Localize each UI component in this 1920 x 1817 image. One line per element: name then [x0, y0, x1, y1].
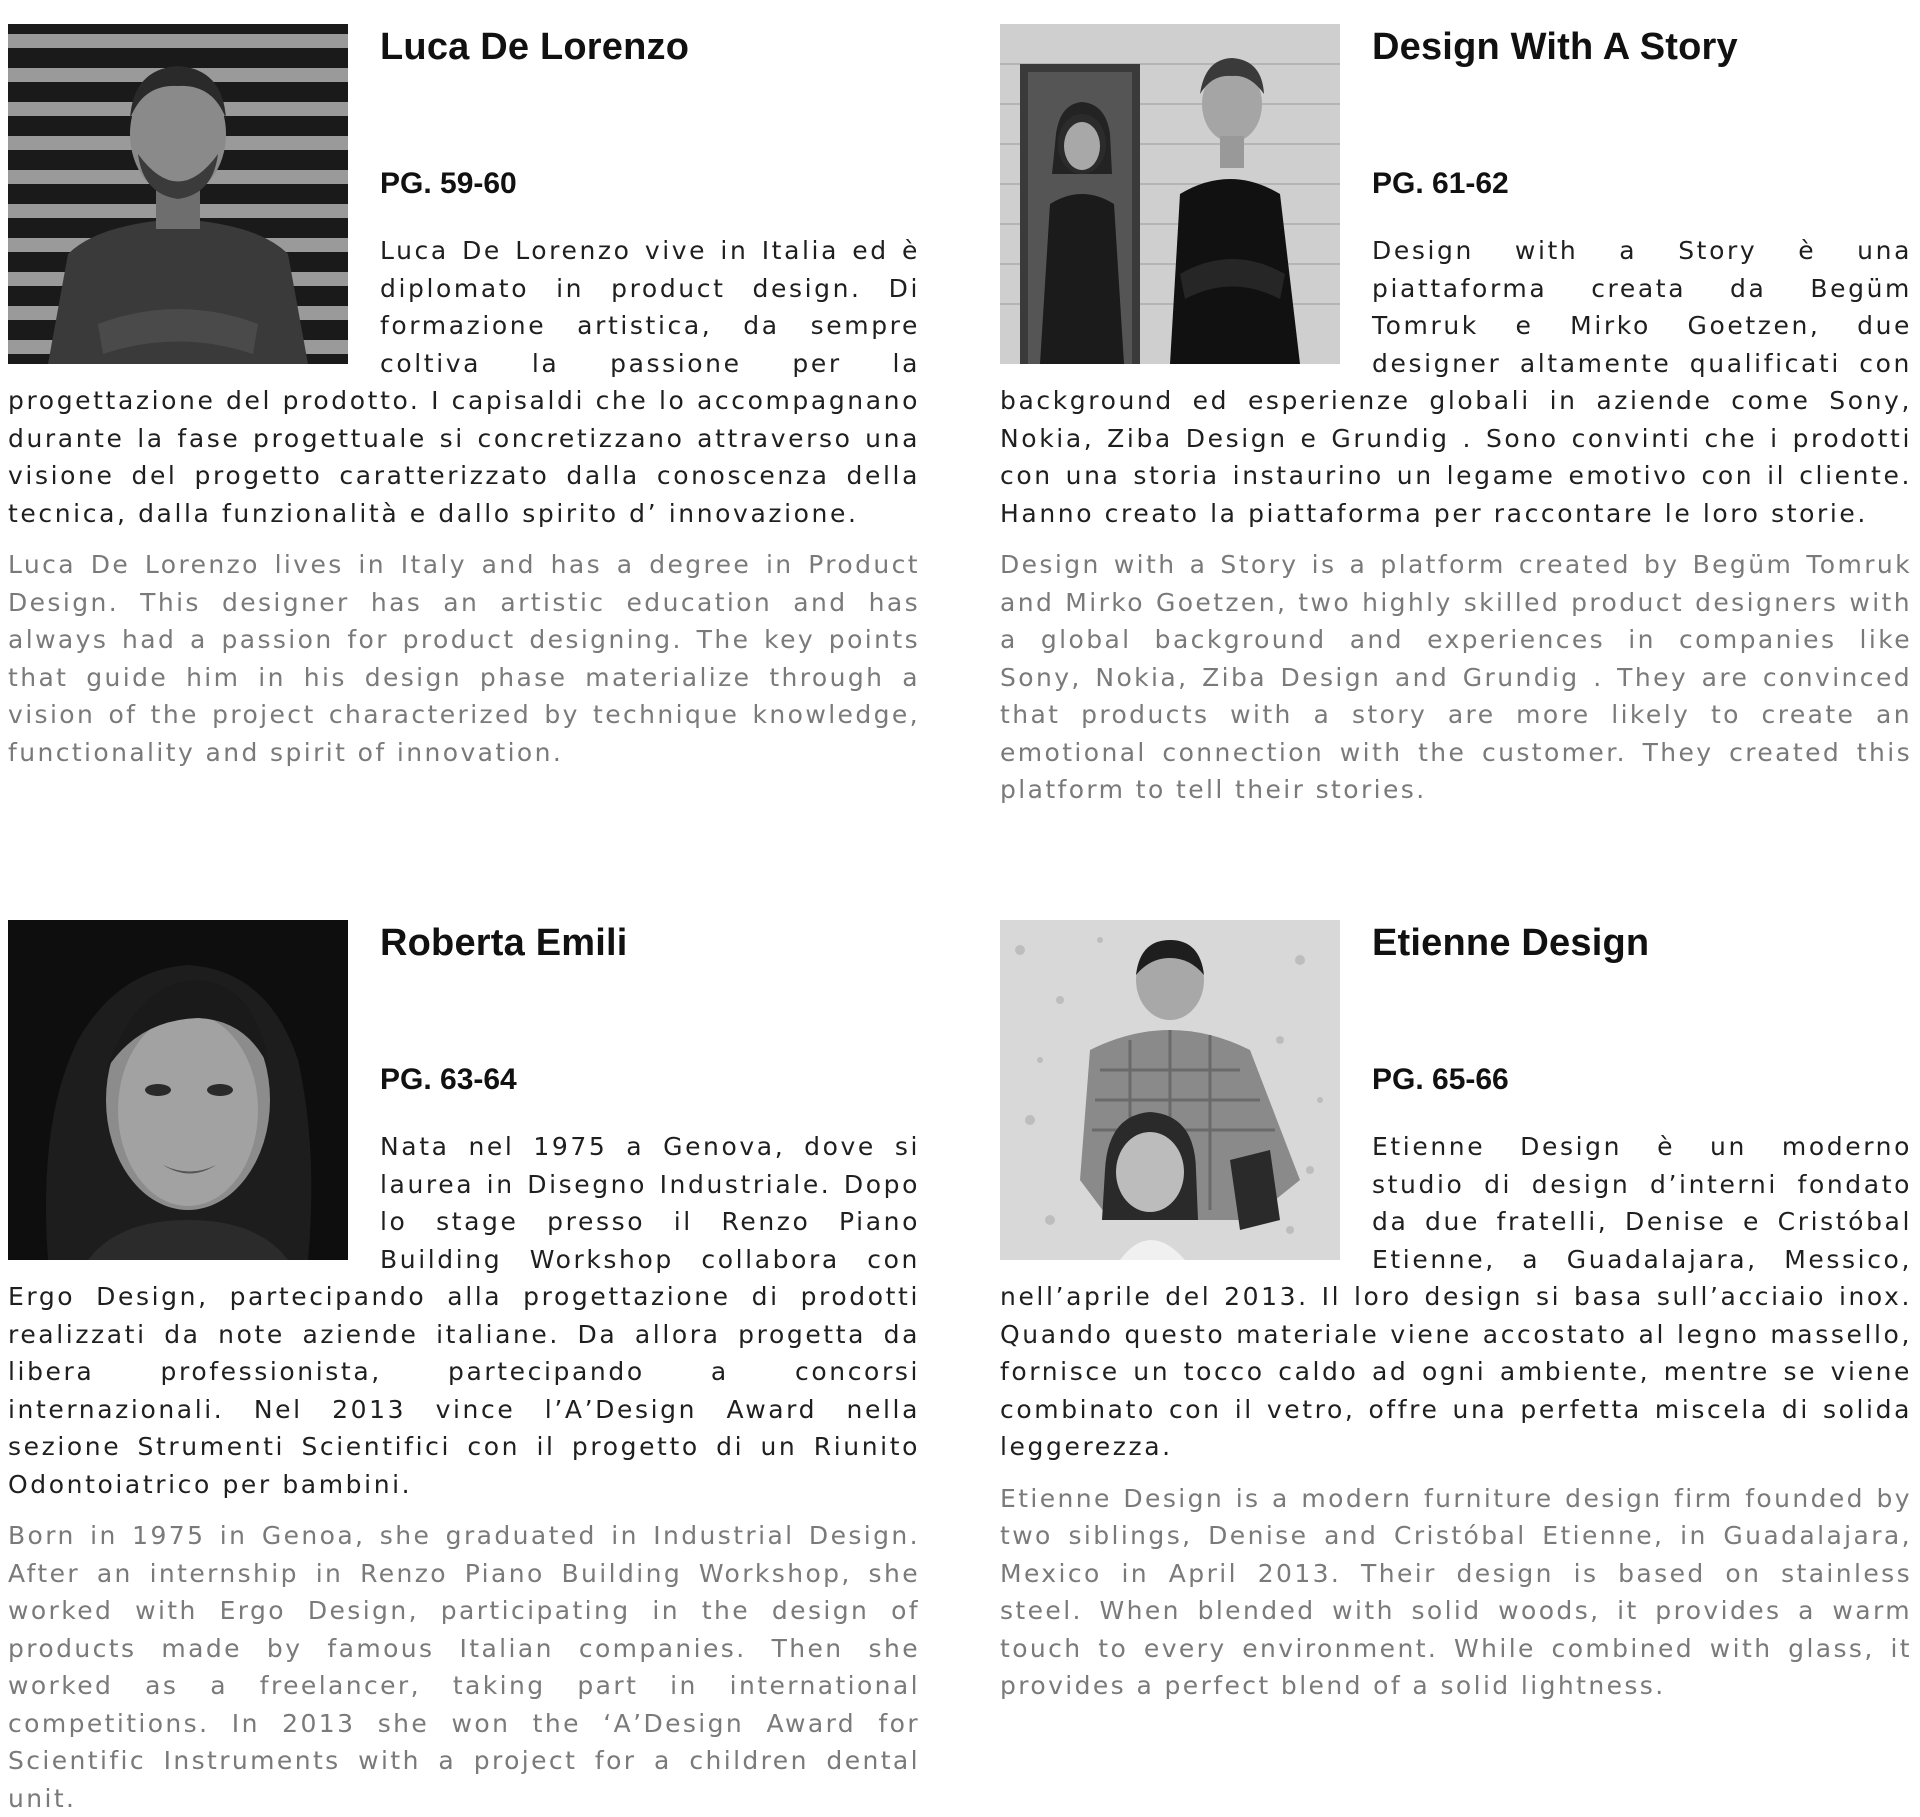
- italian-description-wrap: [8, 1128, 920, 1503]
- english-description: Luca De Lorenzo lives in Italy and has a degree in Product Design. This designer has an artistic education and has always had a passion for product designing. The key points that guide him in his design phase materialize through a vision of the project characterized by technique knowledge, functionality and spirit of innovation.: [8, 550, 920, 767]
- italian-description: Nata nel 1975 a Genova, dove si laurea in Disegno Industriale. Dopo lo stage presso il Renzo Piano Building Workshop collabora con Ergo Design, partecipando alla progettazione di prodotti realizzati da note aziende italiane. Da allora progetta da libera professionista, partecipando a concorsi internazionali. Nel 2013 vince l’A’Design Award nella sezione Strumenti Scientifici con il progetto di un Riunito Odontoiatrico per bambini.: [8, 1132, 920, 1499]
- page-reference: PG. 59-60: [380, 167, 517, 200]
- profile-text: [8, 1128, 920, 1817]
- italian-description-wrap: [1000, 232, 1912, 532]
- profile-name: Luca De Lorenzo: [380, 26, 690, 68]
- profile-name: Roberta Emili: [380, 922, 628, 964]
- profile-text: [8, 232, 920, 771]
- italian-description: Luca De Lorenzo vive in Italia ed è diplomato in product design. Di formazione artistica, da sempre coltiva la passione per la progettazione del prodotto. I capisaldi che lo accompagnano durante la fase progettuale si concretizzano attraverso una visione del progetto caratterizzato dalla conoscenza della tecnica, dalla funzionalità e dallo spirito d’ innovazione.: [8, 236, 920, 528]
- profile-text: [1000, 232, 1912, 809]
- profile-name: Design With A Story: [1372, 26, 1738, 68]
- page-reference: PG. 63-64: [380, 1063, 517, 1096]
- italian-description-wrap: [1000, 1128, 1912, 1466]
- english-description: Born in 1975 in Genoa, she graduated in Industrial Design. After an internship in Renzo Piano Building Workshop, she worked with Ergo Design, participating in the design of products made by famous Italian companies. Then she worked as a freelancer, taking part in international competitions. In 2013 she won the ‘A’Design Award for Scientific Instruments with a project for a children dental unit.: [8, 1521, 920, 1813]
- page-reference: PG. 65-66: [1372, 1063, 1509, 1096]
- page-reference: PG. 61-62: [1372, 167, 1509, 200]
- italian-description-wrap: [8, 232, 920, 532]
- profile-name: Etienne Design: [1372, 922, 1650, 964]
- profile-text: [1000, 1128, 1912, 1705]
- italian-description: Etienne Design è un moderno studio di design d’interni fondato da due fratelli, Denise e Cristóbal Etienne, a Guadalajara, Messico, nell’aprile del 2013. Il loro design si basa sull’acciaio inox. Quando questo materiale viene accostato al legno massello, fornisce un tocco caldo ad ogni ambiente, mentre se viene combinato con il vetro, offre una perfetta miscela di solida leggerezza.: [1000, 1132, 1912, 1461]
- italian-description: Design with a Story è una piattaforma creata da Begüm Tomruk e Mirko Goetzen, due designer altamente qualificati con background ed esperienze globali in aziende come Sony, Nokia, Ziba Design e Grundig . Sono convinti che i prodotti con una storia instaurino un legame emotivo con il cliente. Hanno creato la piattaforma per raccontare le loro storie.: [1000, 236, 1912, 528]
- english-description: Design with a Story is a platform created by Begüm Tomruk and Mirko Goetzen, two highly skilled product designers with a global background and experiences in companies like Sony, Nokia, Ziba Design and Grundig . They are convinced that products with a story are more likely to create an emotional connection with the customer. They created this platform to tell their stories.: [1000, 550, 1912, 804]
- english-description: Etienne Design is a modern furniture design firm founded by two siblings, Denise and Cristóbal Etienne, in Guadalajara, Mexico in April 2013. Their design is based on stainless steel. When blended with solid woods, it provides a warm touch to every environment. While combined with glass, it provides a perfect blend of a solid lightness.: [1000, 1483, 1912, 1700]
